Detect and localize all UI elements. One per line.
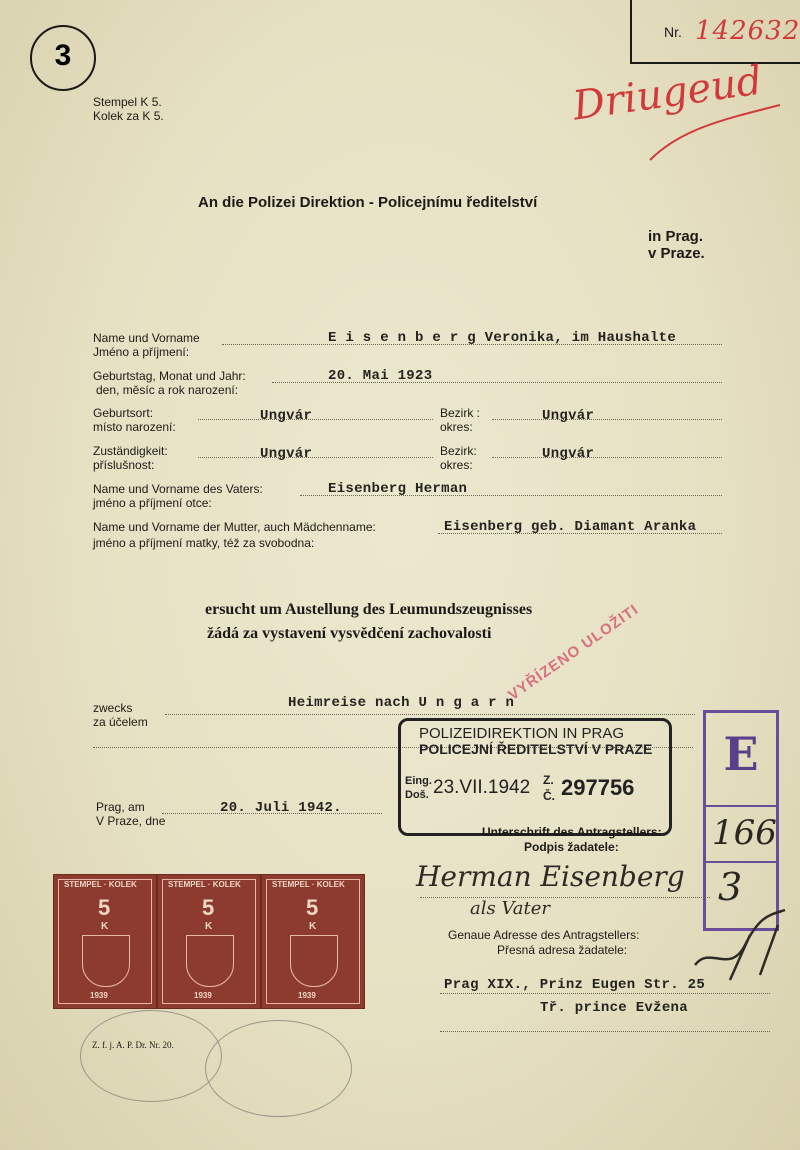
purpose-label-cz: za účelem xyxy=(93,715,148,729)
lion-shield-icon xyxy=(290,935,338,987)
round-seal-1 xyxy=(80,1010,222,1102)
red-signature: Driugeud xyxy=(570,57,765,130)
side-box-divider-1 xyxy=(706,805,776,807)
purpose-label-de: zwecks xyxy=(93,701,133,715)
revenue-stamp-value: 5 xyxy=(98,895,111,920)
form-reference: Z. f. j. A. P. Dr. Nr. 20. xyxy=(92,1040,174,1050)
lion-shield-icon xyxy=(82,935,130,987)
stempel-line1: Stempel K 5. xyxy=(93,95,162,109)
police-stamp-z: Z. xyxy=(543,773,554,787)
police-stamp-eing: Eing. xyxy=(405,775,432,787)
birthdate-label-cz: den, měsíc a rok narození: xyxy=(96,383,239,397)
red-done-stamp: VYŘÍZENO ULOŽITI xyxy=(505,600,642,704)
applicant-address-line1: Prag XIX., Prinz Eugen Str. 25 xyxy=(444,977,706,993)
bezirk2-label-cz: okres: xyxy=(440,458,473,472)
signature-dotted-line xyxy=(420,897,710,898)
birthdate-label-de: Geburtstag, Monat und Jahr: xyxy=(93,369,246,383)
purpose-dotted-line-1 xyxy=(165,714,695,715)
applicant-address-dotted-line-1 xyxy=(440,993,770,994)
signature-label-de: Unterschrift des Antragstellers: xyxy=(482,825,662,839)
revenue-stamp-top: STEMPEL · KOLEK xyxy=(272,880,345,889)
mother-value: Eisenberg geb. Diamant Aranka xyxy=(444,519,697,535)
page-number-circle xyxy=(30,25,96,91)
side-box-number2: 3 xyxy=(718,865,743,909)
birthdate-value: 20. Mai 1923 xyxy=(328,368,433,384)
page-number: 3 xyxy=(54,39,72,72)
applicant-address-label-de: Genaue Adresse des Antragstellers: xyxy=(448,928,640,942)
bezirk-dotted-line xyxy=(492,419,722,420)
birthplace-dotted-line xyxy=(198,419,433,420)
name-label-cz: Jméno a příjmení: xyxy=(93,345,190,359)
bezirk-label-de: Bezirk : xyxy=(440,406,481,420)
registry-side-box xyxy=(703,710,779,931)
father-label-de: Name und Vorname des Vaters: xyxy=(93,482,263,496)
stempel-line2: Kolek za K 5. xyxy=(93,109,164,123)
side-box-letter: E xyxy=(723,727,759,781)
birthplace-value: Ungvár xyxy=(260,408,313,424)
revenue-stamp-unit: K xyxy=(205,921,213,932)
police-stamp-c: Č. xyxy=(543,789,555,803)
place-date-value: 20. Juli 1942. xyxy=(220,800,342,816)
revenue-stamp-year: 1939 xyxy=(298,991,316,1000)
nr-value: 142632 xyxy=(695,16,800,46)
revenue-stamp-1 xyxy=(53,874,157,1009)
lion-shield-icon xyxy=(186,935,234,987)
police-stamp-line1: POLIZEIDIREKTION IN PRAG xyxy=(419,725,625,742)
revenue-stamp-year: 1939 xyxy=(194,991,212,1000)
signature-note: als Vater xyxy=(470,898,551,919)
zustaendigkeit-value: Ungvár xyxy=(260,446,313,462)
revenue-stamp-2 xyxy=(157,874,261,1009)
revenue-stamp-top: STEMPEL · KOLEK xyxy=(168,880,241,889)
request-line-de: ersucht um Austellung des Leumundszeugnisses xyxy=(205,601,533,618)
bezirk2-dotted-line xyxy=(492,457,722,458)
bezirk2-value: Ungvár xyxy=(542,446,595,462)
applicant-address-line2: Tř. prince Evžena xyxy=(540,1000,688,1016)
red-signature-tail xyxy=(640,100,790,170)
address-line: An die Polizei Direktion - Policejnímu ředitelství xyxy=(198,194,538,211)
revenue-stamp-unit: K xyxy=(309,921,317,932)
request-line-cz: žádá za vystavení vysvědčení zachovalosti xyxy=(207,625,492,642)
revenue-stamp-top: STEMPEL · KOLEK xyxy=(64,880,137,889)
place-date-label-de: Prag, am xyxy=(96,800,145,814)
purpose-value: Heimreise nach U n g a r n xyxy=(288,695,515,711)
birthplace-label-cz: místo narození: xyxy=(93,420,176,434)
father-value: Eisenberg Herman xyxy=(328,481,468,497)
bezirk2-label-de: Bezirk: xyxy=(440,444,477,458)
applicant-signature: Herman Eisenberg xyxy=(416,860,685,893)
police-stamp-line2: POLICEJNÍ ŘEDITELSTVÍ V PRAZE xyxy=(419,741,653,757)
address-city-de: in Prag. xyxy=(648,228,704,245)
bezirk-label-cz: okres: xyxy=(440,420,473,434)
bezirk-value: Ungvár xyxy=(542,408,595,424)
zustaendigkeit-dotted-line xyxy=(198,457,433,458)
police-stamp-dos: Doš. xyxy=(405,789,429,801)
name-label-de: Name und Vorname xyxy=(93,331,200,345)
applicant-address-label-cz: Přesná adresa žadatele: xyxy=(497,943,628,957)
name-value: E i s e n b e r g Veronika, im Haushalte xyxy=(328,330,677,346)
revenue-stamp-3 xyxy=(261,874,365,1009)
side-box-number1: 166 xyxy=(712,813,777,853)
revenue-stamp-year: 1939 xyxy=(90,991,108,1000)
round-seal-2 xyxy=(205,1020,352,1117)
police-stamp-number: 297756 xyxy=(561,775,635,800)
place-date-label-cz: V Praze, dne xyxy=(96,814,166,828)
scribble-mark xyxy=(690,905,795,985)
revenue-stamp-value: 5 xyxy=(202,895,215,920)
revenue-stamp-value: 5 xyxy=(306,895,319,920)
police-receipt-stamp xyxy=(398,718,672,836)
father-label-cz: jméno a příjmení otce: xyxy=(93,496,212,510)
signature-label-cz: Podpis žadatele: xyxy=(524,840,619,854)
nr-label: Nr. xyxy=(664,24,682,40)
birthplace-label-de: Geburtsort: xyxy=(93,406,154,420)
side-box-divider-2 xyxy=(706,861,776,863)
zustaendigkeit-label-de: Zuständigkeit: xyxy=(93,444,168,458)
address-city-cz: v Praze. xyxy=(648,245,705,262)
revenue-stamp-unit: K xyxy=(101,921,109,932)
mother-label-de: Name und Vorname der Mutter, auch Mädchenname: xyxy=(93,520,376,534)
applicant-address-dotted-line-2 xyxy=(440,1031,770,1032)
zustaendigkeit-label-cz: příslušnost: xyxy=(93,458,155,472)
mother-label-cz: jméno a příjmení matky, též za svobodna: xyxy=(93,536,315,550)
police-stamp-date: 23.VII.1942 xyxy=(433,777,531,798)
